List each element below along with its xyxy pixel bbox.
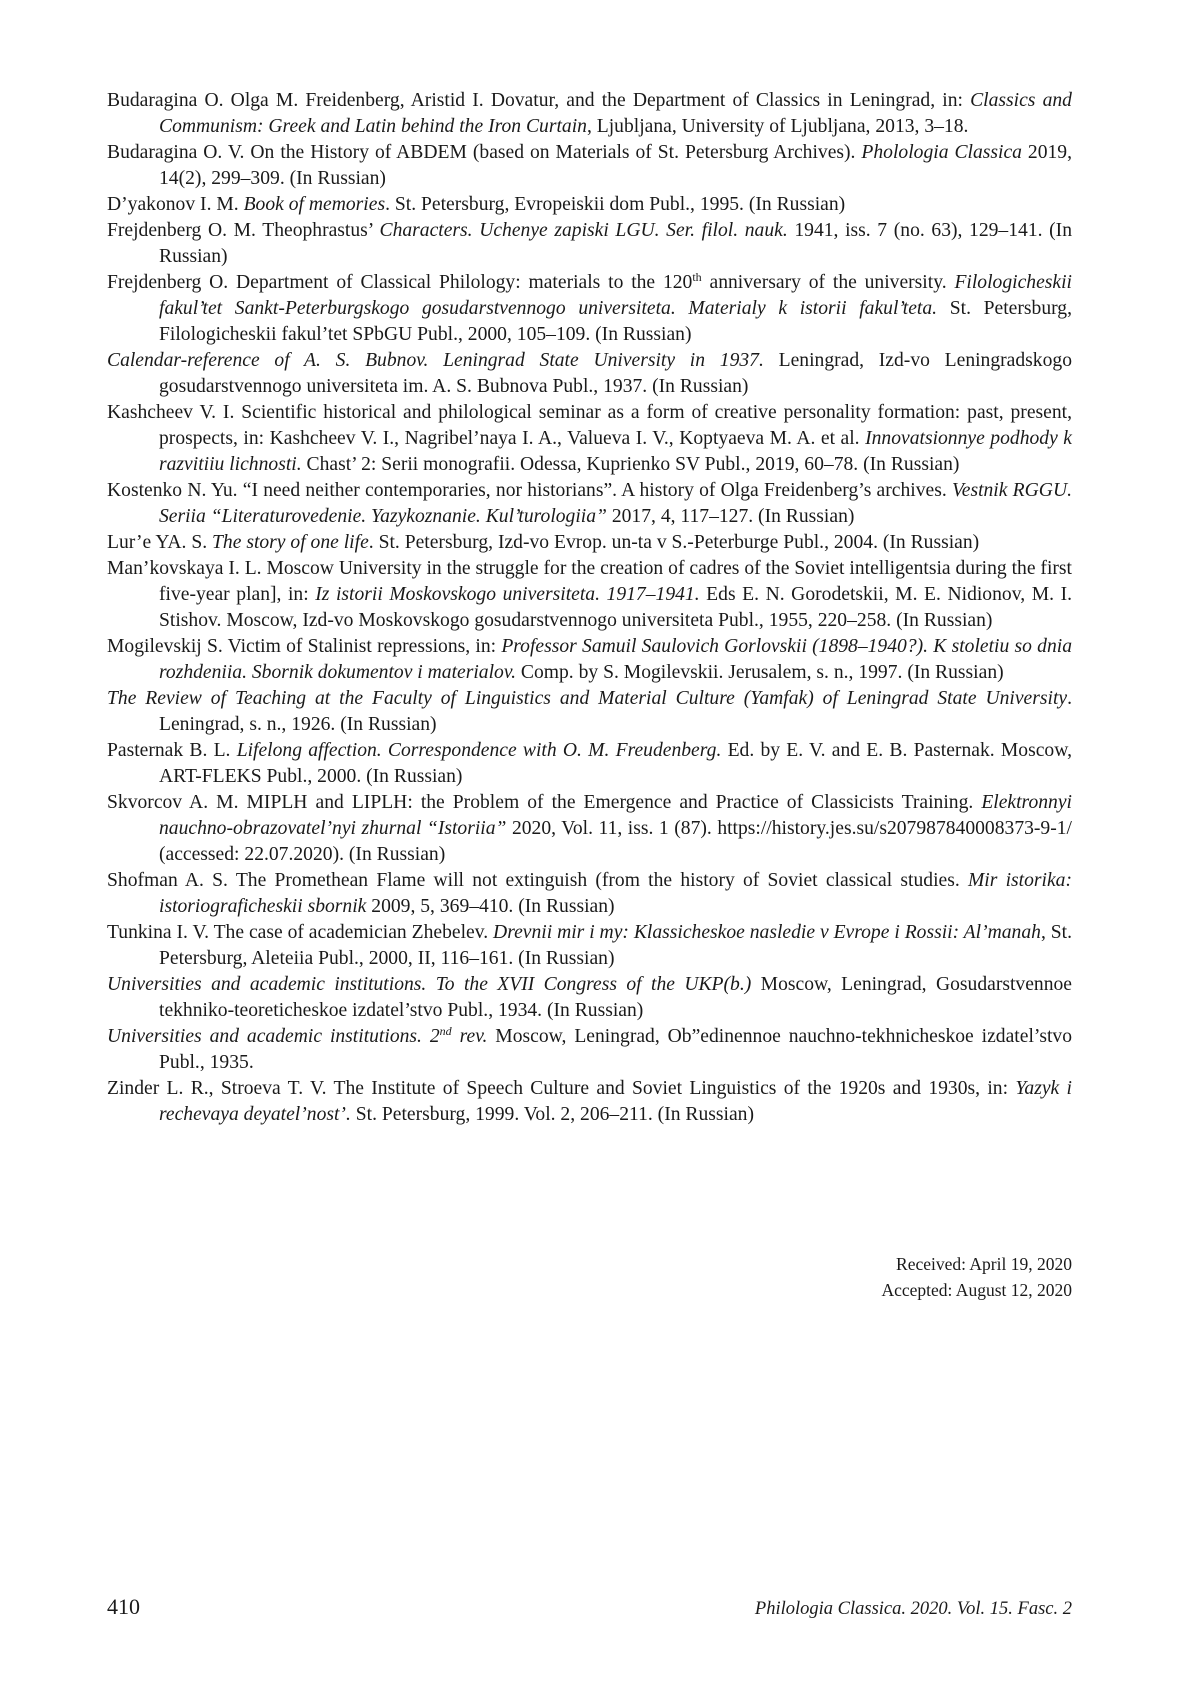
superscript: th [692, 270, 702, 284]
reference-entry [107, 270, 1072, 348]
italic-title: Yazyk i rechevaya deyatel’nost’. [159, 1078, 1072, 1125]
reference-text: . St. Petersburg, Evropeiskii dom Publ., 1995. (In Russian) [385, 194, 846, 215]
journal-citation: Philologia Classica. 2020. Vol. 15. Fasc. 2 [754, 1599, 1072, 1619]
italic-title: Universities and academic institutions. 2 [107, 1026, 440, 1047]
italic-title: Classics and Communism: Greek and Latin behind the Iron Curtain [159, 90, 1072, 137]
reference-text: St. Petersburg, Filologicheskii fakul’tet SPbGU Publ., 2000, 105–109. (In Russian) [159, 298, 1072, 345]
reference-text: Tunkina I. V. The case of academician Zhebelev. [107, 922, 494, 943]
reference-text: Budaragina O. Olga M. Freidenberg, Aristid I. Dovatur, and the Department of Classics in Leningrad, in: [107, 90, 971, 111]
reference-text: Man’kovskaya I. L. Moscow University in the struggle for the creation of cadres of the Soviet intelligentsia during the first five-year plan], in: [107, 558, 1072, 605]
reference-entry [107, 1024, 1072, 1076]
page-number: 410 [107, 1594, 140, 1619]
reference-entry [107, 686, 1072, 738]
reference-text: Pasternak B. L. [107, 740, 237, 761]
reference-text: anniversary of the university. [701, 272, 955, 293]
reference-entry [107, 920, 1072, 972]
received-date: Received: April 19, 2020 [896, 1254, 1072, 1274]
italic-title: Lifelong affection. Correspondence with O. M. Freudenberg. [236, 740, 722, 761]
reference-text: Comp. by S. Mogilevskii. Jerusalem, s. n., 1997. (In Russian) [515, 662, 1004, 683]
italic-title: Universities and academic institutions. To the XVII Congress of the UKP(b.) [107, 974, 752, 995]
reference-text: 2009, 5, 369–410. (In Russian) [366, 896, 615, 917]
reference-text: 2017, 4, 117–127. (In Russian) [606, 506, 855, 527]
superscript: nd [439, 1024, 452, 1038]
accepted-date: Accepted: August 12, 2020 [881, 1280, 1072, 1300]
reference-text: , Ljubljana, University of Ljubljana, 2013, 3–18. [586, 116, 969, 137]
reference-entry [107, 192, 1072, 218]
article-dates [881, 1251, 1072, 1303]
italic-title: Iz istorii Moskovskogo universiteta. 1917–1941. [315, 584, 700, 605]
italic-title: Vestnik RGGU. Seriia “Literaturovedenie. Yazykoznanie. Kul’turologiia” [159, 480, 1072, 527]
reference-entry [107, 530, 1072, 556]
reference-text: 2019, 14(2), 299–309. (In Russian) [159, 142, 1072, 189]
reference-text: Moscow, Leningrad, Ob”edinennoe nauchno-tekhnicheskoe izdatel’stvo Publ., 1935. [159, 1026, 1072, 1073]
italic-title: Characters. Uchenye zapiski LGU. Ser. filol. nauk. [379, 220, 788, 241]
italic-title: rev. [451, 1026, 488, 1047]
reference-entry [107, 790, 1072, 868]
reference-text: St. Petersburg, 1999. Vol. 2, 206–211. (In Russian) [350, 1104, 754, 1125]
reference-text: Eds E. N. Gorodetskii, M. E. Nidionov, M. I. Stishov. Moscow, Izd-vo Moskovskogo gosudarstvennogo universiteta Publ., 1955, 220–258. (In Russian) [159, 584, 1072, 631]
reference-entry [107, 218, 1072, 270]
italic-title: Filologicheskii fakul’tet Sankt-Peterburgskogo gosudarstvennogo universiteta. Materialy k istorii fakul’teta. [159, 272, 1072, 319]
reference-text: Chast’ 2: Serii monografii. Odessa, Kuprienko SV Publ., 2019, 60–78. (In Russian) [301, 454, 960, 475]
reference-text: Budaragina O. V. On the History of ABDEM (based on Materials of St. Petersburg Archives). [107, 142, 862, 163]
reference-text: D’yakonov I. M. [107, 194, 244, 215]
reference-entry [107, 556, 1072, 634]
page-footer [107, 1594, 1072, 1620]
reference-text: 1941, iss. 7 (no. 63), 129–141. (In Russian) [159, 220, 1072, 267]
reference-text: Kostenko N. Yu. “I need neither contemporaries, nor historians”. A history of Olga Freidenberg’s archives. [107, 480, 952, 501]
reference-text: Lur’e YA. S. [107, 532, 213, 553]
reference-entry [107, 1076, 1072, 1128]
italic-title: Elektronnyi nauchno-obrazovatel’nyi zhurnal “Istoriia” [159, 792, 1072, 839]
reference-text: . Leningrad, s. n., 1926. (In Russian) [159, 688, 1072, 735]
reference-entry [107, 972, 1072, 1024]
reference-text: Zinder L. R., Stroeva T. V. The Institute of Speech Culture and Soviet Linguistics of the 1920s and 1930s, in: [107, 1078, 1016, 1099]
reference-entry [107, 140, 1072, 192]
italic-title: Mir istorika: istoriograficheskii sbornik [159, 870, 1072, 917]
reference-entry [107, 868, 1072, 920]
italic-title: The Review of Teaching at the Faculty of Linguistics and Material Culture (Yamfak) of Leningrad State University [107, 688, 1068, 709]
reference-entry [107, 738, 1072, 790]
reference-text: Moscow, Leningrad, Gosudarstvennoe tekhniko-teoreticheskoe izdatel’stvo Publ., 1934. (In Russian) [159, 974, 1072, 1021]
reference-entry [107, 634, 1072, 686]
italic-title: Pholologia Classica [861, 142, 1022, 163]
reference-text: Mogilevskij S. Victim of Stalinist repressions, in: [107, 636, 502, 657]
reference-entry [107, 400, 1072, 478]
reference-text: Frejdenberg O. M. Theophrastus’ [107, 220, 380, 241]
reference-entry [107, 88, 1072, 140]
reference-text: , St. Petersburg, Aleteiia Publ., 2000, II, 116–161. (In Russian) [159, 922, 1073, 969]
reference-list [107, 88, 1072, 1128]
reference-text: Frejdenberg O. Department of Classical Philology: materials to the 120 [107, 272, 693, 293]
reference-entry [107, 348, 1072, 400]
reference-text: . St. Petersburg, Izd-vo Evrop. un-ta v S.-Peterburge Publ., 2004. (In Russian) [368, 532, 980, 553]
reference-text: Ed. by E. V. and E. B. Pasternak. Moscow, ART-FLEKS Publ., 2000. (In Russian) [159, 740, 1072, 787]
italic-title: Drevnii mir i my: Klassicheskoe nasledie v Evrope i Rossii: Al’manah [493, 922, 1041, 943]
italic-title: Book of memories [243, 194, 386, 215]
reference-text: Shofman A. S. The Promethean Flame will not extinguish (from the history of Soviet classical studies. [107, 870, 968, 891]
reference-entry [107, 478, 1072, 530]
italic-title: Professor Samuil Saulovich Gorlovskii (1898–1940?). K stoletiu so dnia rozhdeniia. Sbornik dokumentov i materialov. [159, 636, 1072, 683]
reference-text: Leningrad, Izd-vo Leningradskogo gosudarstvennogo universiteta im. A. S. Bubnova Publ., 1937. (In Russian) [159, 350, 1072, 397]
italic-title: Calendar-reference of A. S. Bubnov. Leningrad State University in 1937. [107, 350, 764, 371]
reference-text: Skvorcov A. M. MIPLH and LIPLH: the Problem of the Emergence and Practice of Classicists Training. [107, 792, 982, 813]
italic-title: The story of one life [212, 532, 369, 553]
reference-text: Kashcheev V. I. Scientific historical and philological seminar as a form of creative personality formation: past, present, prospects, in: Kashcheev V. I., Nagribel’naya I. A., Valueva I. V., Koptyaeva M. A. et al. [107, 402, 1072, 449]
reference-text: 2020, Vol. 11, iss. 1 (87). https://history.jes.su/s207987840008373-9-1/ (accessed: 22.07.2020). (In Russian) [159, 818, 1072, 865]
italic-title: Innovatsionnye podhody k razvitiiu lichnosti. [159, 428, 1072, 475]
